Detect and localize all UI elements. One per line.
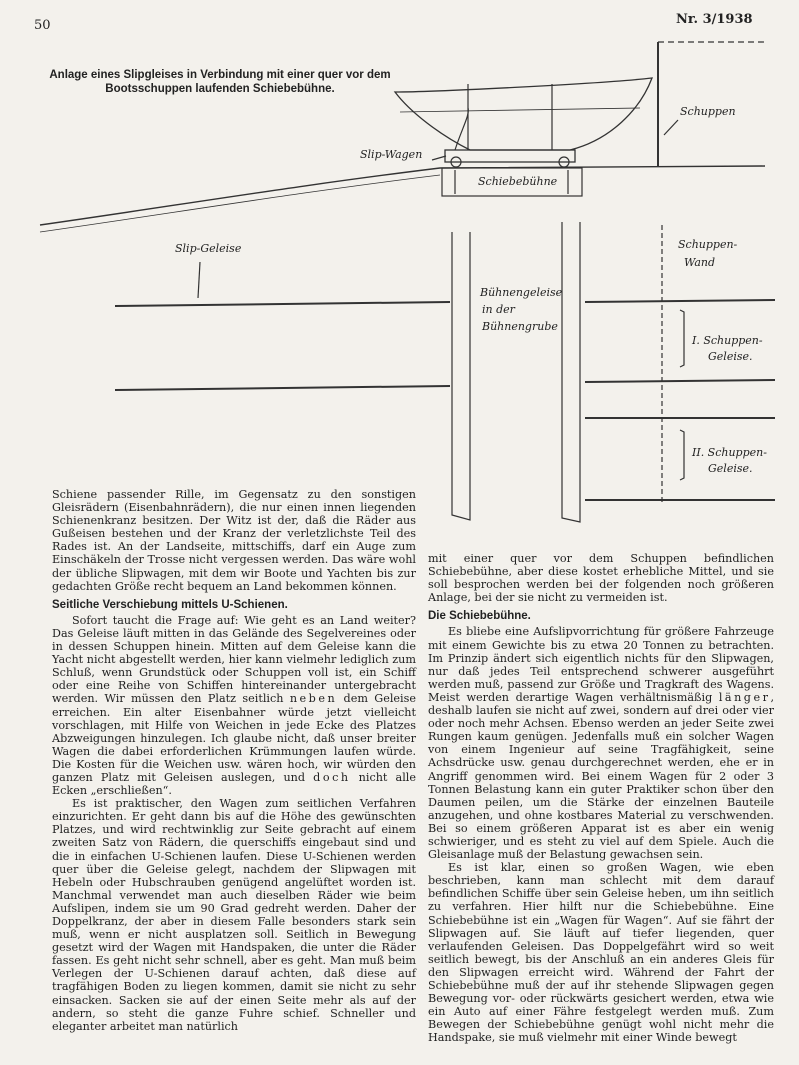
label-schiebebuehne: Schiebebühne [478,175,558,188]
left-paragraph-3: Es ist praktischer, den Wagen zum seitlichen Verfahren einzurichten. Er geht dann bis auf die Höhe des gewünschten Platzes, und wird rechtwinklig zur Seite gebracht auf einem zweiten Satz von Rädern, die querschiffs eingebaut sind und die in einfachen U-Schienen laufen. Diese U-Schienen werden quer über die Geleise gelegt, nachdem der Slipwagen mit Hebeln oder Hubschrauben genügend angelüftet worden ist. Manchmal verwendet man auch dieselben Räder wie beim Aufslipen, indem sie um 90 Grad gedreht werden. Daher der Doppelkranz, der aber in diesem Falle besonders stark sein muß, wenn er nicht ausplatzen soll. Seitlich in Bewegung gesetzt wird der Wagen mit Handspaken, die unter die Räder fassen. Es geht nicht sehr schnell, aber es geht. Man muß beim Verlegen der U-Schienen darauf achten, daß diese auf tragfähigen Boden zu liegen kommen, damit sie nicht zu sehr einsacken. Sacken sie auf der einen Seite mehr als auf der andern, so steht die ganze Fuhre schief. Schneller und eleganter arbeitet man natürlich [52,797,416,1033]
right-heading: Die Schiebebühne. [428,610,531,623]
label-geleise-2b: Geleise. [708,462,753,475]
text-run: nicht alle Ecken „erschließen“. [52,770,416,798]
label-buehnengeleise-1: Bühnengeleise [480,286,563,299]
text-run: dem Geleise erreichen. Ein alter Eisenbahner würde jetzt vielleicht vorschlagen, mit Hilfe von Weichen in jede Ecke des Platzes Abzweigungen hinzulegen. Ich glaube nicht, daß unser breiter Wagen die dabei erforderlichen Krümmungen laufen würde. Die Kosten für die Weichen usw. wären hoch, wir würden den ganzen Platz mit Geleisen auslegen, und [52,692,416,784]
text-run: Es bliebe eine Aufslipvorrichtung für größere Fahrzeuge mit einem Gewichte bis zu etwa 20 Tonnen zu betrachten. Im Prinzip ändert sich eigentlich nichts für den Slipwagen, nur daß jedes Teil entsprechend schwerer ausgeführt werden muß, passend zur Größe und Tragkraft des Wagens. Meist werden derartige Wagen verhältnismäßig [428,625,774,704]
right-column [428,552,774,1044]
text-run: Sofort taucht die Frage auf: Wie geht es an Land weiter? Das Geleise läuft mitten in das Gelände des Segelvereines oder in dessen Schuppen hinein. Mitten auf dem Geleise kann die Yacht nicht abgestellt werden, hier kann vielmehr lediglich zum Schluß, wenn Grundstück oder Schuppen voll ist, ein Schiff oder eine Reihe von Schiffen hintereinander untergebracht werden. Wir müssen den Platz seitlich [52,613,416,706]
page-number: 50 [34,18,51,33]
label-buehnengeleise-3: Bühnengrube [482,320,558,333]
label-schuppen-wand-1: Schuppen- [678,238,738,251]
spaced-word: länger [718,690,771,704]
spaced-word: neben [289,692,338,706]
left-paragraph-1: Schiene passender Rille, im Gegensatz zu den sonstigen Gleisrädern (Eisenbahnrädern), die nur einen innen liegenden Schienenkranz besitzen. Der Witz ist der, daß die Räder aus Gußeisen bestehen und der Kranz der verletzlichste Teil des Rades ist. An der Landseite, mittschiffs, darf ein Auge zum Einschäkeln der Trosse nicht vergessen werden. Das wäre wohl der übliche Slipwagen, mit dem wir Boote und Yachten bis zur gedachten Größe recht bequem an Land bekommen können. [52,488,416,593]
right-paragraph-1: mit einer quer vor dem Schuppen befindlichen Schiebebühne, aber diese kostet erhebliche Mittel, und sie soll besprochen werden bei der folgenden noch größeren Anlage, bei der sie nicht zu vermeiden ist. [428,552,774,605]
label-slip-geleise: Slip-Geleise [175,242,242,255]
caption-line-1: Anlage eines Slipgleises in Verbindung mit einer quer vor dem [49,69,391,81]
caption-line-2: Bootsschuppen laufenden Schiebebühne. [105,83,335,95]
label-geleise-2a: II. Schuppen- [692,446,767,459]
left-paragraph-2 [52,614,416,797]
right-paragraph-3: Es ist klar, einen so großen Wagen, wie eben beschrieben, kann man schlecht mit dem darauf befindlichen Schiffe über sein Geleise heben, um ihn seitlich zu verfahren. Hier hilft nur die Schiebebühne. Eine Schiebebühne ist ein „Wagen für Wagen“. Auf sie fährt der Slipwagen auf. Sie läuft auf tiefer liegenden, quer verlaufenden Geleisen. Das Doppelgefährt wird so weit seitlich bewegt, bis der Anschluß an ein anderes Gleis für den Slipwagen erreicht wird. Während der Fahrt der Schiebebühne muß der auf ihr stehende Slipwagen gegen Bewegung vor- oder rückwärts gesichert werden, etwa wie ein Auto auf einer Fähre festgelegt werden muß. Zum Bewegen der Schiebebühne genügt wohl nicht mehr die Handspake, sie muß vielmehr mit einer Winde bewegt [428,861,774,1045]
label-buehnengeleise-2: in der [482,303,515,316]
text-run: , deshalb laufen sie nicht auf zwei, sondern auf drei oder vier oder noch mehr Achsen. Ebenso werden an jeder Seite zwei Rungen kaum genügen. Jedenfalls muß ein solcher Wagen von einem Ingenieur auf seine Tragfähigkeit, seine Achsdrücke usw. genau durchgerechnet werden, ehe er in Angriff genommen wird. Bei einem Wagen für 2 oder 3 Tonnen Belastung kann ein guter Praktiker schon über den Daumen peilen, um die Stärke der einzelnen Bauteile anzugehen, und ohne kostbares Material zu verschwenden. Bei so einem größeren Apparat ist es aber ein wenig schwieriger, und es steht zu viel auf dem Spiele. Auch die Gleisanlage muß der Belastung gewachsen sein. [428,690,774,862]
issue-number: Nr. 3/1938 [676,12,753,27]
label-schuppen-wand-2: Wand [684,256,716,269]
label-schuppen: Schuppen [680,105,736,118]
label-geleise-1b: Geleise. [708,350,753,363]
right-paragraph-2 [428,625,774,861]
label-geleise-1a: I. Schuppen- [692,334,763,347]
label-slip-wagen: Slip-Wagen [360,148,423,161]
left-heading: Seitliche Verschiebung mittels U-Schienen. [52,598,288,611]
left-column [52,488,416,1033]
spaced-word: doch [313,770,351,784]
